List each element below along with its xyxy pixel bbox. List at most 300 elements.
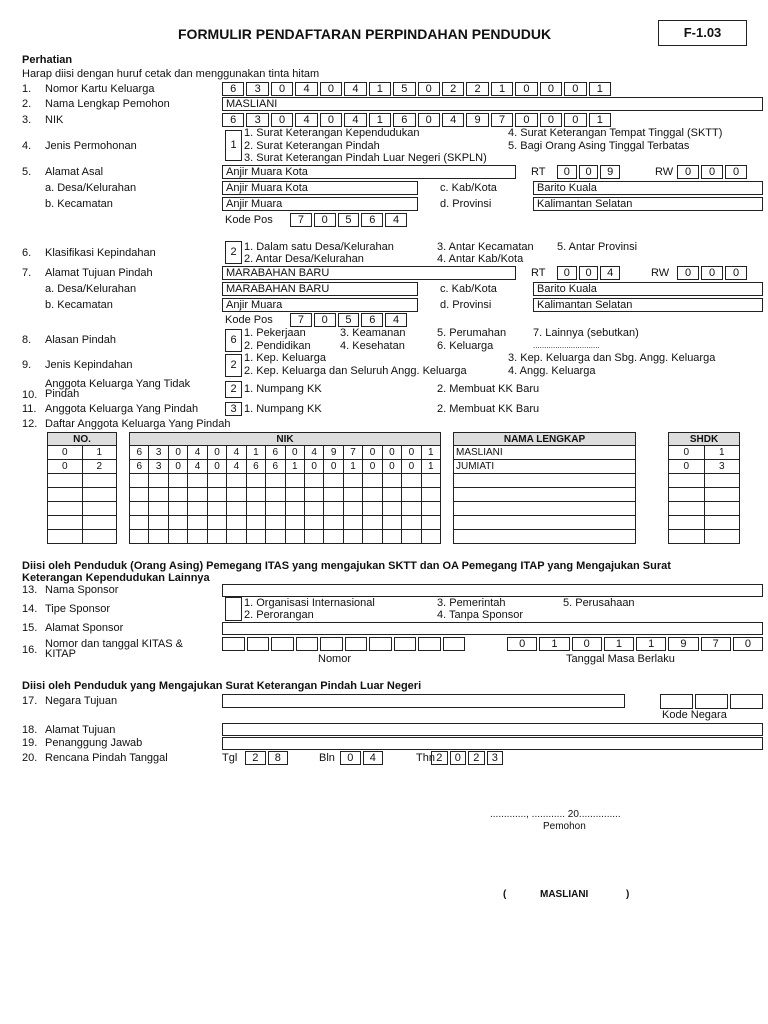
table-cell (130, 488, 149, 502)
table-row (48, 446, 117, 460)
kab-asal-field[interactable]: Barito Kuala (533, 181, 763, 195)
digit-cell (394, 637, 417, 651)
field-number: 7. (22, 267, 32, 279)
digit-cell: 6 (361, 213, 383, 227)
table-cell (227, 474, 246, 488)
table-cell (48, 488, 83, 502)
digit-cell: 0 (557, 165, 577, 179)
table-cell (285, 530, 304, 544)
table-row (48, 488, 117, 502)
label-nomor-kk: Nomor Kartu Keluarga (45, 83, 155, 95)
table-cell: 0 (363, 460, 382, 474)
table-cell (669, 488, 705, 502)
digit-cell (660, 694, 693, 709)
label-rencana-pindah: Rencana Pindah Tanggal (45, 752, 168, 764)
field-number: 1. (22, 83, 32, 95)
table-cell (421, 516, 440, 530)
digit-cell: 2 (466, 82, 488, 96)
digit-cell: 0 (507, 637, 537, 651)
table-cell: 0 (669, 446, 705, 460)
table-cell (363, 516, 382, 530)
digit-cell: 3 (487, 751, 504, 765)
table-cell (149, 516, 168, 530)
kode-negara-boxes[interactable] (660, 694, 763, 709)
rw-tujuan-boxes[interactable] (677, 266, 747, 280)
table-cell: 1 (246, 446, 265, 460)
table-row (454, 516, 636, 530)
section-asing-heading: Diisi oleh Penduduk (Orang Asing) Pemegang ITAS yang mengajukan SKTT dan OA Pemegang ITAP yang Mengajukan Surat (22, 560, 671, 572)
label-desa: a. Desa/Kelurahan (45, 182, 137, 194)
table-cell (454, 530, 636, 544)
option: 2. Antar Desa/Kelurahan (244, 253, 364, 265)
table-cell (343, 502, 362, 516)
table-cell: 6 (266, 460, 285, 474)
table-cell: 0 (168, 446, 187, 460)
rt-asal-boxes[interactable] (557, 165, 620, 179)
header-nik: NIK (130, 433, 441, 446)
table-cell (669, 530, 705, 544)
digit-cell: 7 (290, 213, 312, 227)
rt-label: RT (531, 267, 546, 279)
digit-cell: 1 (369, 113, 391, 127)
table-cell (304, 516, 323, 530)
field-number: 8. (22, 334, 32, 346)
label-desa: a. Desa/Kelurahan (45, 283, 137, 295)
table-cell (363, 474, 382, 488)
option: 4. Kesehatan (340, 340, 405, 352)
table-row (454, 446, 636, 460)
table-cell: 1 (421, 460, 440, 474)
digit-cell: 0 (579, 266, 599, 280)
table-cell (304, 474, 323, 488)
table-cell (402, 502, 421, 516)
digit-cell: 0 (515, 113, 537, 127)
rt-tujuan-boxes[interactable] (557, 266, 620, 280)
rw-asal-boxes[interactable] (677, 165, 747, 179)
digit-cell: 1 (604, 637, 634, 651)
table-cell (48, 530, 83, 544)
nik-boxes[interactable] (222, 113, 611, 127)
table-cell (363, 502, 382, 516)
digit-cell: 0 (564, 113, 586, 127)
digit-cell: 6 (222, 113, 244, 127)
signature-role: Pemohon (543, 821, 586, 832)
label-pindah: Anggota Keluarga Yang Pindah (45, 403, 199, 415)
pindah-code[interactable]: 3 (225, 402, 242, 416)
table-cell: MASLIANI (454, 446, 636, 460)
label-klasifikasi: Klasifikasi Kepindahan (45, 247, 156, 259)
table-cell (207, 516, 226, 530)
table-cell (402, 516, 421, 530)
table-cell (421, 502, 440, 516)
table-row (48, 516, 117, 530)
field-number: 11. (22, 403, 37, 415)
table-row (669, 446, 740, 460)
kodepos-asal-boxes[interactable] (290, 213, 407, 227)
digit-cell: 0 (540, 113, 562, 127)
table-row (454, 502, 636, 516)
table-cell (266, 516, 285, 530)
kode-negara-caption: Kode Negara (662, 709, 727, 721)
label-provinsi: d. Provinsi (440, 198, 492, 210)
table-cell: 0 (304, 460, 323, 474)
table-row (669, 502, 740, 516)
table-row (669, 516, 740, 530)
table-cell (324, 530, 343, 544)
table-cell (304, 502, 323, 516)
option: 5. Perusahaan (563, 597, 635, 609)
table-cell (382, 530, 401, 544)
table-cell (246, 474, 265, 488)
table-cell (363, 488, 382, 502)
option: 3. Antar Kecamatan (437, 241, 534, 253)
label-jenis-permohonan: Jenis Permohonan (45, 140, 137, 152)
kodepos-tujuan-boxes[interactable] (290, 313, 407, 327)
table-row (48, 474, 117, 488)
table-cell (130, 474, 149, 488)
table-cell (149, 488, 168, 502)
form-code: F-1.03 (658, 20, 747, 46)
table-row (454, 530, 636, 544)
table-cell (304, 488, 323, 502)
jenis-permohonan-code[interactable]: 1 (225, 130, 242, 161)
table-row (48, 460, 117, 474)
table-cell (266, 530, 285, 544)
table-row (130, 530, 441, 544)
field-number: 9. (22, 359, 32, 371)
section-asing-heading-2: Keterangan Kependudukan Lainnya (22, 572, 210, 584)
table-cell (207, 502, 226, 516)
table-cell (188, 488, 207, 502)
table-cell: 4 (227, 446, 246, 460)
kecamatan-tujuan-field[interactable]: Anjir Muara (222, 298, 418, 312)
table-cell (454, 502, 636, 516)
digit-cell: 4 (363, 751, 384, 765)
digit-cell: 9 (668, 637, 698, 651)
digit-cell (247, 637, 270, 651)
option: 2. Perorangan (244, 609, 314, 621)
field-number: 18. (22, 724, 38, 736)
digit-cell: 2 (431, 751, 448, 765)
digit-cell: 7 (290, 313, 312, 327)
digit-cell (695, 694, 728, 709)
bln-boxes[interactable] (340, 751, 383, 765)
table-cell: 4 (227, 460, 246, 474)
option: 7. Lainnya (sebutkan) (533, 327, 639, 339)
digit-cell: 1 (369, 82, 391, 96)
table-cell (227, 516, 246, 530)
notice-heading: Perhatian (22, 54, 73, 66)
label-alamat-asal: Alamat Asal (45, 166, 104, 178)
option: 2. Membuat KK Baru (437, 403, 540, 415)
table-cell (207, 488, 226, 502)
table-cell (168, 530, 187, 544)
digit-cell (345, 637, 368, 651)
table-row (130, 488, 441, 502)
label-nama-pemohon: Nama Lengkap Pemohon (45, 98, 170, 110)
option: 4. Tanpa Sponsor (437, 609, 524, 621)
option: 1. Surat Keterangan Kependudukan (244, 127, 420, 139)
table-cell: 3 (704, 460, 740, 474)
table-cell (168, 502, 187, 516)
label-kodepos: Kode Pos (225, 214, 273, 226)
table-cell (246, 488, 265, 502)
label-alamat-tujuan: Alamat Tujuan Pindah (45, 267, 153, 279)
label-kodepos: Kode Pos (225, 314, 273, 326)
table-cell (285, 516, 304, 530)
digit-cell: 0 (314, 213, 336, 227)
digit-cell: 4 (385, 313, 407, 327)
desa-asal-field[interactable]: Anjir Muara Kota (222, 181, 418, 195)
digit-cell: 0 (572, 637, 602, 651)
option: 5. Antar Provinsi (557, 241, 638, 253)
table-cell (82, 502, 117, 516)
digit-cell: 5 (338, 213, 360, 227)
option: 2. Membuat KK Baru (437, 383, 540, 395)
table-cell (227, 488, 246, 502)
nama-sponsor-field[interactable] (222, 584, 763, 597)
alamat-tujuan-ln-field[interactable] (222, 723, 763, 736)
field-number: 4. (22, 140, 32, 152)
label-kab: c. Kab/Kota (440, 182, 497, 194)
nomor-caption: Nomor (318, 653, 352, 665)
field-number: 16. (22, 644, 38, 656)
table-cell (227, 530, 246, 544)
digit-cell: 0 (701, 266, 723, 280)
table-cell (669, 474, 705, 488)
digit-cell: 1 (589, 82, 611, 96)
digit-cell: 0 (340, 751, 361, 765)
table-cell (149, 502, 168, 516)
table-cell (343, 488, 362, 502)
label-tipe-sponsor: Tipe Sponsor (45, 603, 111, 615)
digit-cell: 0 (271, 82, 293, 96)
option: 1. Organisasi Internasional (244, 597, 375, 609)
field-number: 13. (22, 584, 38, 596)
provinsi-tujuan-field[interactable]: Kalimantan Selatan (533, 298, 763, 312)
digit-cell: 5 (338, 313, 360, 327)
digit-cell (271, 637, 294, 651)
table-cell (343, 530, 362, 544)
table-cell (382, 516, 401, 530)
table-cell: 6 (266, 446, 285, 460)
digit-cell: 8 (268, 751, 289, 765)
table-cell: 0 (48, 446, 83, 460)
option: 3. Kep. Keluarga dan Sbg. Angg. Keluarga (508, 352, 716, 364)
desa-tujuan-field[interactable]: MARABAHAN BARU (222, 282, 418, 296)
table-cell (285, 488, 304, 502)
label-alamat-sponsor: Alamat Sponsor (45, 622, 124, 634)
digit-cell (418, 637, 441, 651)
option: 1. Numpang KK (244, 383, 322, 395)
signature-open-paren: ( (503, 889, 507, 900)
digit-cell: 4 (600, 266, 620, 280)
table-cell (704, 530, 740, 544)
nama-pemohon-field[interactable]: MASLIANI (222, 97, 763, 111)
table-cell: 0 (402, 460, 421, 474)
table-cell: 3 (149, 460, 168, 474)
negara-tujuan-field[interactable] (222, 694, 625, 708)
table-cell (402, 474, 421, 488)
table-shdk (668, 432, 740, 544)
table-cell: 0 (207, 446, 226, 460)
table-cell: 1 (343, 460, 362, 474)
digit-cell: 4 (385, 213, 407, 227)
table-cell (402, 530, 421, 544)
alamat-tujuan-field[interactable]: MARABAHAN BARU (222, 266, 516, 280)
signature-date-line: ............., ............ 20............... (490, 809, 621, 820)
table-row (454, 460, 636, 474)
thn-boxes[interactable] (431, 751, 503, 765)
table-cell (188, 502, 207, 516)
label-kitas: Nomor dan tanggal KITAS & (45, 638, 183, 650)
digit-cell (320, 637, 343, 651)
digit-cell: 0 (557, 266, 577, 280)
table-cell: JUMIATI (454, 460, 636, 474)
digit-cell: 9 (466, 113, 488, 127)
table-cell (168, 474, 187, 488)
table-cell: 0 (402, 446, 421, 460)
alamat-sponsor-field[interactable] (222, 622, 763, 635)
table-row (454, 474, 636, 488)
kab-tujuan-field[interactable]: Barito Kuala (533, 282, 763, 296)
field-number: 2. (22, 98, 32, 110)
table-cell: 6 (130, 446, 149, 460)
table-cell (324, 474, 343, 488)
table-cell (266, 488, 285, 502)
digit-cell: 0 (450, 751, 467, 765)
digit-cell: 7 (701, 637, 731, 651)
alamat-asal-field[interactable]: Anjir Muara Kota (222, 165, 516, 179)
label-kecamatan: b. Kecamatan (45, 198, 113, 210)
table-cell (82, 530, 117, 544)
table-cell: 3 (149, 446, 168, 460)
table-cell (246, 530, 265, 544)
label-negara-tujuan: Negara Tujuan (45, 695, 118, 707)
label-alamat-tujuan-ln: Alamat Tujuan (45, 724, 116, 736)
digit-cell: 1 (539, 637, 569, 651)
digit-cell (296, 637, 319, 651)
table-row (669, 530, 740, 544)
field-number: 10. (22, 389, 38, 401)
digit-cell: 4 (344, 82, 366, 96)
table-cell: 0 (285, 446, 304, 460)
table-cell (421, 488, 440, 502)
field-number: 19. (22, 737, 38, 749)
penanggung-jawab-field[interactable] (222, 737, 763, 750)
table-cell (246, 516, 265, 530)
table-cell: 1 (82, 446, 117, 460)
option: 3. Surat Keterangan Pindah Luar Negeri (SKPLN) (244, 152, 487, 164)
digit-cell: 0 (564, 82, 586, 96)
tgl-boxes[interactable] (245, 751, 288, 765)
table-cell (207, 474, 226, 488)
kitas-nomor-boxes[interactable] (222, 637, 465, 651)
digit-cell: 0 (677, 165, 699, 179)
label-tidak-pindah-2: Pindah (45, 388, 80, 400)
digit-cell (369, 637, 392, 651)
table-cell (285, 474, 304, 488)
table-cell (168, 488, 187, 502)
option: 1. Pekerjaan (244, 327, 306, 339)
table-cell (188, 474, 207, 488)
table-cell (48, 502, 83, 516)
digit-cell: 0 (314, 313, 336, 327)
table-row (669, 474, 740, 488)
table-row (130, 502, 441, 516)
digit-cell (730, 694, 763, 709)
table-cell: 0 (168, 460, 187, 474)
option: 6. Keluarga (437, 340, 494, 352)
table-cell (421, 474, 440, 488)
kecamatan-asal-field[interactable]: Anjir Muara (222, 197, 418, 211)
digit-cell: 0 (418, 82, 440, 96)
option: 2. Surat Keterangan Pindah (244, 140, 380, 152)
kitas-tanggal-boxes[interactable] (507, 637, 763, 651)
digit-cell: 4 (442, 113, 464, 127)
option: 2. Kep. Keluarga dan Seluruh Angg. Keluarga (244, 365, 467, 377)
label-penanggung-jawab: Penanggung Jawab (45, 737, 143, 749)
provinsi-asal-field[interactable]: Kalimantan Selatan (533, 197, 763, 211)
klasifikasi-code[interactable]: 2 (225, 241, 242, 264)
table-cell (285, 502, 304, 516)
digit-cell: 2 (468, 751, 485, 765)
digit-cell: 0 (418, 113, 440, 127)
table-cell (704, 502, 740, 516)
table-cell (402, 488, 421, 502)
digit-cell: 5 (393, 82, 415, 96)
digit-cell: 0 (725, 266, 747, 280)
digit-cell: 6 (393, 113, 415, 127)
table-cell (304, 530, 323, 544)
digit-cell: 4 (344, 113, 366, 127)
table-cell (324, 502, 343, 516)
digit-cell (222, 637, 245, 651)
nomor-kk-boxes[interactable] (222, 82, 611, 96)
digit-cell: 0 (540, 82, 562, 96)
tipe-sponsor-code[interactable] (225, 597, 242, 621)
table-cell: 7 (343, 446, 362, 460)
jenis-kepindahan-code[interactable]: 2 (225, 354, 242, 377)
table-cell (454, 516, 636, 530)
option: 4. Antar Kab/Kota (437, 253, 524, 265)
alasan-code[interactable]: 6 (225, 329, 242, 352)
table-no (47, 432, 117, 544)
label-tidak-pindah: Anggota Keluarga Yang Tidak (45, 378, 191, 390)
label-alasan: Alasan Pindah (45, 334, 116, 346)
digit-cell: 3 (246, 113, 268, 127)
tidak-pindah-code[interactable]: 2 (225, 381, 242, 398)
table-cell (421, 530, 440, 544)
header-no: NO. (48, 433, 117, 446)
table-cell: 0 (207, 460, 226, 474)
digit-cell (443, 637, 466, 651)
digit-cell: 0 (701, 165, 723, 179)
table-cell: 4 (188, 446, 207, 460)
table-row (130, 460, 441, 474)
label-nik: NIK (45, 114, 64, 126)
table-cell (669, 516, 705, 530)
bln-label: Bln (319, 752, 335, 764)
table-cell: 0 (324, 460, 343, 474)
table-cell: 0 (382, 446, 401, 460)
label-kitas-2: KITAP (45, 648, 76, 660)
table-cell: 4 (188, 460, 207, 474)
digit-cell: 0 (515, 82, 537, 96)
digit-cell: 2 (442, 82, 464, 96)
table-cell (669, 502, 705, 516)
label-nama-sponsor: Nama Sponsor (45, 584, 119, 596)
